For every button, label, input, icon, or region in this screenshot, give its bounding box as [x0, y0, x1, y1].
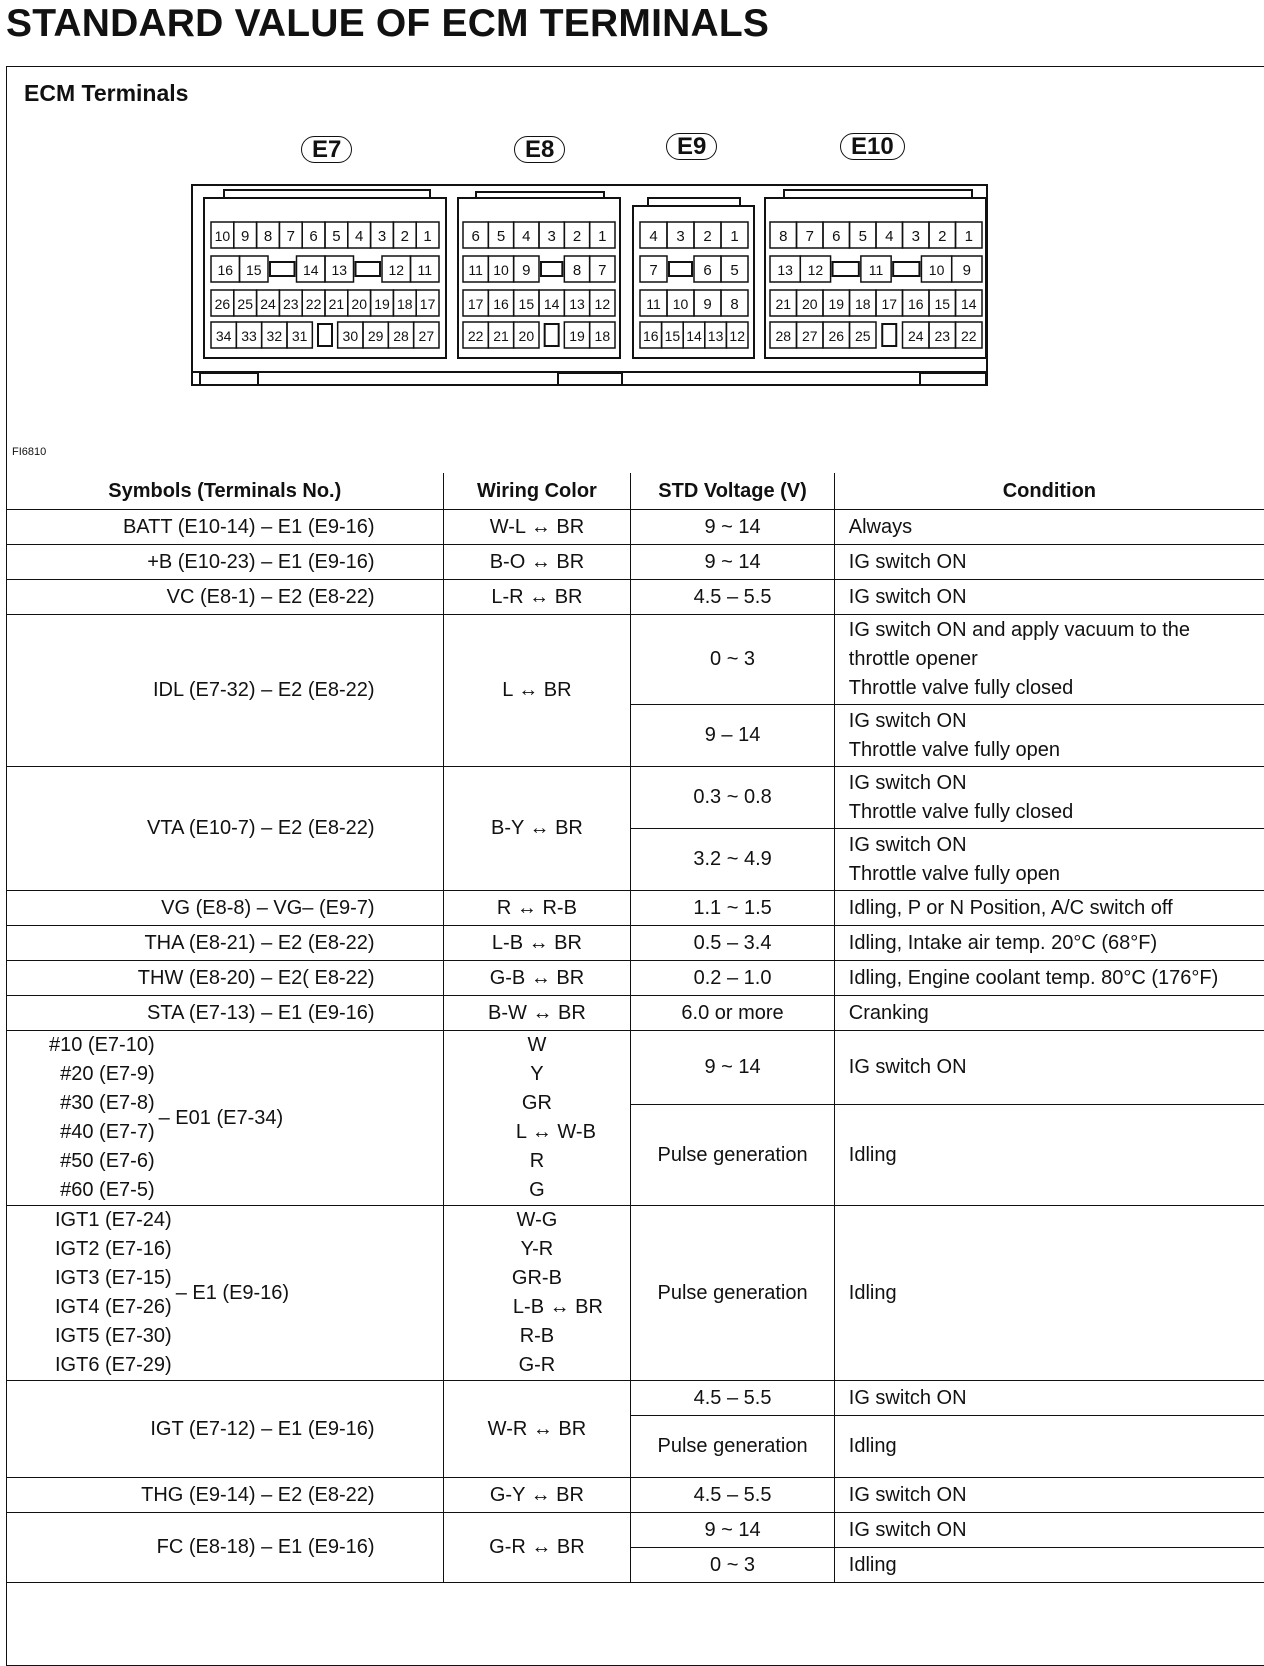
connector-pin-number: 1: [964, 228, 973, 245]
wire-color: G-R: [518, 1354, 556, 1376]
cell-voltage: 3.2 ~ 4.9: [631, 829, 834, 891]
cell-symbol: [7, 1206, 444, 1381]
cell-voltage: 4.5 – 5.5: [631, 1478, 834, 1513]
table-header-row: [7, 473, 1264, 510]
connector-pin-number: 8: [263, 228, 273, 245]
connector-pin-number: 32: [266, 328, 283, 344]
condition-line: IG switch ON: [848, 833, 967, 856]
ignition-symbol: IGT4 (E7-26): [55, 1296, 172, 1318]
connector-pin-number: 5: [332, 228, 341, 245]
cell-condition: IG switch ON: [834, 1031, 1264, 1105]
connector-pin-number: 34: [215, 328, 232, 344]
cell-voltage: 9 ~ 14: [631, 1031, 834, 1105]
connector-pin-number: 2: [400, 228, 409, 245]
injector-return-terminal: – E01 (E7-34): [158, 1106, 284, 1129]
cell-symbol: BATT (E10-14) – E1 (E9-16): [7, 510, 444, 545]
connector-pin-number: 33: [241, 328, 257, 344]
connector-pin-number: 17: [419, 296, 436, 312]
cell-symbol: THG (E9-14) – E2 (E8-22): [7, 1478, 444, 1513]
cell-symbol: IDL (E7-32) – E2 (E8-22): [7, 615, 444, 767]
connector-pin-number: 12: [388, 262, 405, 278]
condition-line: Throttle valve fully closed: [848, 800, 1074, 823]
connector-key-slot: [882, 324, 896, 346]
cell-symbol: VG (E8-8) – VG– (E9-7): [7, 891, 444, 926]
cell-wiring-color: B-W ↔ BR: [443, 996, 631, 1031]
cell-voltage: Pulse generation: [631, 1105, 834, 1206]
connector-pin-number: 7: [286, 228, 295, 245]
cell-wiring-color: L-B ↔ BR: [443, 926, 631, 961]
condition-line: Throttle valve fully closed: [848, 677, 1074, 699]
connector-pin-number: 26: [214, 296, 231, 312]
connector-pin-number: 3: [547, 228, 556, 245]
condition-line: IG switch ON: [848, 709, 967, 732]
connector-pin-number: 14: [686, 328, 702, 344]
connector-label-e8: E8: [514, 136, 565, 163]
connector-pin-number: 20: [801, 296, 818, 312]
connector-pin-number: 15: [518, 296, 535, 312]
table-row: [7, 767, 1264, 829]
connector-pin-number: 6: [703, 262, 712, 279]
connector-pin-number: 9: [241, 228, 250, 245]
connector-pin-number: 7: [649, 262, 658, 279]
connector-pin-number: 7: [805, 228, 814, 245]
ignition-symbol: IGT5 (E7-30): [55, 1325, 172, 1347]
wire-color: L-B ↔ BR: [512, 1296, 603, 1318]
cell-condition: Idling: [834, 1206, 1264, 1381]
header-condition: Condition: [834, 473, 1264, 510]
wire-color: R-B: [519, 1325, 555, 1347]
cell-wiring-color: B-O ↔ BR: [443, 545, 631, 580]
connector-pin-number: 26: [828, 328, 845, 344]
table-row: [7, 1381, 1264, 1416]
ignition-symbol: IGT1 (E7-24): [55, 1209, 172, 1231]
connector-pin-number: 14: [543, 296, 560, 312]
connector-pin-number: 7: [598, 262, 607, 279]
cell-symbol: FC (E8-18) – E1 (E9-16): [7, 1513, 444, 1583]
cell-condition: [834, 829, 1264, 891]
table-row: [7, 891, 1264, 926]
cell-voltage: 9 ~ 14: [631, 1513, 834, 1548]
connector-label-e10: E10: [840, 133, 905, 160]
cell-symbol: +B (E10-23) – E1 (E9-16): [7, 545, 444, 580]
connector-pin-number: 4: [885, 228, 894, 245]
connector-pin-number: 15: [664, 328, 681, 344]
table-row: [7, 1513, 1264, 1548]
injector-symbol: #20 (E7-9): [60, 1063, 155, 1085]
connector-key-slot: [893, 262, 919, 276]
connector-key-slot: [541, 262, 562, 276]
connector-pin-number: 9: [703, 296, 712, 313]
cell-condition: Cranking: [834, 996, 1264, 1031]
connector-pin-number: 9: [962, 262, 972, 279]
connector-pin-number: 24: [907, 328, 924, 344]
connector-pin-number: 13: [707, 328, 724, 344]
cell-wiring-color: L-R ↔ BR: [443, 580, 631, 615]
connector-pin-number: 15: [934, 296, 951, 312]
cell-wiring-color: [443, 1206, 631, 1381]
ecm-connector-diagram: [0, 0, 1264, 440]
header-wiring-color: Wiring Color: [443, 473, 631, 510]
connector-pin-number: 19: [374, 296, 390, 312]
connector-pin-number: 4: [649, 228, 658, 245]
cell-wiring-color: L ↔ BR: [443, 615, 631, 767]
connector-pin-number: 27: [801, 328, 818, 344]
connector-pin-number: 19: [569, 328, 585, 344]
connector-label-e7: E7: [301, 136, 352, 163]
connector-pin-number: 20: [518, 328, 535, 344]
connector-pin-number: 3: [377, 228, 387, 245]
cell-condition: IG switch ON: [834, 545, 1264, 580]
table-row: [7, 961, 1264, 996]
connector-pin-number: 13: [331, 262, 348, 278]
cell-condition: Idling, Engine coolant temp. 80°C (176°F): [834, 961, 1264, 996]
connector-pin-number: 30: [342, 328, 359, 344]
connector-key-slot: [356, 262, 381, 276]
section-heading: ECM Terminals: [24, 80, 189, 106]
injector-symbol: #50 (E7-6): [60, 1150, 155, 1172]
cell-symbol: STA (E7-13) – E1 (E9-16): [7, 996, 444, 1031]
connector-pin-number: 8: [779, 228, 788, 245]
connector-pin-number: 8: [572, 262, 582, 279]
cell-wiring-color: [443, 1031, 631, 1206]
connector-pin-number: 23: [934, 328, 951, 344]
cell-condition: IG switch ON: [834, 1513, 1264, 1548]
connector-pin-number: 16: [907, 296, 924, 312]
connector-key-slot: [669, 262, 692, 276]
connector-key-slot: [833, 262, 859, 276]
table-row: [7, 996, 1264, 1031]
wire-color: Y: [530, 1063, 544, 1085]
cell-wiring-color: G-Y ↔ BR: [443, 1478, 631, 1513]
cell-voltage: 0 ~ 3: [631, 1548, 834, 1583]
connector-pin-number: 23: [283, 296, 299, 312]
connector-pin-number: 5: [496, 228, 506, 245]
page-title: STANDARD VALUE OF ECM TERMINALS: [6, 2, 770, 45]
cell-voltage: 4.5 – 5.5: [631, 1381, 834, 1416]
cell-condition: Idling: [834, 1548, 1264, 1583]
table-row: [7, 545, 1264, 580]
cell-condition: [834, 767, 1264, 829]
connector-pin-number: 18: [594, 328, 611, 344]
cell-wiring-color: G-B ↔ BR: [443, 961, 631, 996]
cell-wiring-color: B-Y ↔ BR: [443, 767, 631, 891]
cell-symbol: VTA (E10-7) – E2 (E8-22): [7, 767, 444, 891]
ignition-symbol: IGT3 (E7-15): [55, 1267, 172, 1289]
connector-pin-number: 13: [777, 262, 793, 278]
connector-pin-number: 19: [828, 296, 845, 312]
wire-color: R: [529, 1150, 545, 1172]
connector-pin-number: 12: [807, 262, 824, 278]
connector-pin-number: 11: [468, 262, 483, 278]
connector-pin-number: 27: [418, 328, 435, 344]
wire-color: GR-B: [511, 1267, 562, 1289]
table-row: [7, 510, 1264, 545]
connector-pin-number: 5: [730, 262, 739, 279]
connector-pin-number: 10: [928, 262, 945, 278]
connector-key-slot: [318, 324, 332, 346]
connector-pin-number: 24: [260, 296, 276, 312]
cell-voltage: 9 – 14: [631, 705, 834, 767]
ignition-symbol: IGT2 (E7-16): [55, 1238, 172, 1260]
ignition-symbol: IGT6 (E7-29): [55, 1354, 172, 1376]
cell-condition: Idling, Intake air temp. 20°C (68°F): [834, 926, 1264, 961]
cell-condition: [834, 615, 1264, 705]
connector-key-slot: [270, 262, 295, 276]
cell-voltage: Pulse generation: [631, 1206, 834, 1381]
connector-pin-number: 11: [417, 262, 433, 278]
ignition-return-terminal: – E1 (E9-16): [175, 1281, 290, 1304]
connector-pin-number: 10: [493, 262, 509, 278]
cell-symbol: IGT (E7-12) – E1 (E9-16): [7, 1381, 444, 1478]
connector-pin-number: 4: [522, 228, 531, 245]
cell-voltage: Pulse generation: [631, 1416, 834, 1478]
connector-pin-number: 6: [471, 228, 480, 245]
connector-pin-number: 10: [214, 228, 231, 244]
connector-pin-number: 6: [309, 228, 318, 245]
cell-wiring-color: G-R ↔ BR: [443, 1513, 631, 1583]
table-row: [7, 1478, 1264, 1513]
connector-pin-number: 2: [703, 228, 712, 245]
connector-pin-number: 18: [397, 296, 413, 312]
connector-pin-number: 21: [775, 296, 792, 312]
cell-condition: [834, 705, 1264, 767]
connector-pin-number: 25: [854, 328, 871, 344]
wire-color: GR: [521, 1092, 552, 1114]
cell-voltage: 0.5 – 3.4: [631, 926, 834, 961]
injector-symbol: #60 (E7-5): [60, 1179, 155, 1201]
connector-pin-number: 6: [832, 228, 841, 245]
cell-condition: Idling: [834, 1105, 1264, 1206]
connector-pin-number: 17: [467, 296, 484, 312]
connector-pin-number: 14: [302, 262, 319, 278]
table-row: [7, 580, 1264, 615]
injector-symbol: #10 (E7-10): [49, 1034, 155, 1056]
connector-pin-number: 1: [598, 228, 607, 245]
connector-pin-number: 18: [854, 296, 871, 312]
cell-voltage: 6.0 or more: [631, 996, 834, 1031]
cell-voltage: 0.3 ~ 0.8: [631, 767, 834, 829]
connector-pin-number: 12: [729, 328, 745, 344]
cell-voltage: 0.2 – 1.0: [631, 961, 834, 996]
condition-line: IG switch ON and apply vacuum to the: [848, 619, 1191, 641]
connector-pin-number: 1: [730, 228, 739, 245]
condition-line: Throttle valve fully open: [848, 862, 1060, 885]
connector-pin-number: 16: [643, 328, 659, 344]
connector-pin-number: 16: [217, 262, 234, 278]
wire-color: G: [529, 1179, 545, 1201]
cell-condition: IG switch ON: [834, 580, 1264, 615]
cell-voltage: 9 ~ 14: [631, 545, 834, 580]
connector-pin-number: 31: [291, 328, 308, 344]
connector-pin-number: 8: [730, 296, 739, 313]
cell-voltage: 0 ~ 3: [631, 615, 834, 705]
condition-line: IG switch ON: [848, 771, 967, 794]
table-row: [7, 615, 1264, 705]
connector-pin-number: 11: [646, 296, 661, 312]
cell-condition: IG switch ON: [834, 1381, 1264, 1416]
table-row: [7, 926, 1264, 961]
wire-color: L ↔ W-B: [515, 1121, 596, 1143]
cell-symbol: VC (E8-1) – E2 (E8-22): [7, 580, 444, 615]
connector-pin-number: 16: [493, 296, 509, 312]
header-std-voltage: STD Voltage (V): [631, 473, 834, 510]
cell-symbol: THW (E8-20) – E2( E8-22): [7, 961, 444, 996]
connector-pin-number: 3: [911, 228, 920, 245]
table-row: [7, 1206, 1264, 1381]
header-symbols: Symbols (Terminals No.): [7, 473, 444, 510]
injector-symbol: #30 (E7-8): [60, 1092, 155, 1114]
wire-color: Y-R: [520, 1238, 554, 1260]
cell-condition: IG switch ON: [834, 1478, 1264, 1513]
connector-pin-number: 1: [423, 228, 432, 245]
cell-voltage: 4.5 – 5.5: [631, 580, 834, 615]
injector-symbol: #40 (E7-7): [60, 1121, 155, 1143]
connector-pin-number: 2: [572, 228, 582, 245]
cell-symbol: [7, 1031, 444, 1206]
connector-pin-number: 17: [881, 296, 898, 312]
connector-pin-number: 11: [868, 262, 884, 278]
connector-pin-number: 3: [676, 228, 685, 245]
cell-voltage: 1.1 ~ 1.5: [631, 891, 834, 926]
cell-symbol: THA (E8-21) – E2 (E8-22): [7, 926, 444, 961]
condition-line: Throttle valve fully open: [848, 738, 1060, 761]
connector-pin-number: 4: [355, 228, 364, 245]
connector-label-e9: E9: [666, 133, 717, 160]
ecm-terminal-table: [6, 473, 1264, 1583]
figure-code: FI6810: [12, 446, 47, 458]
connector-pin-number: 21: [328, 296, 345, 312]
cell-condition: Idling: [834, 1416, 1264, 1478]
cell-wiring-color: R ↔ R-B: [443, 891, 631, 926]
connector-pin-number: 20: [351, 296, 367, 312]
wire-color: W-G: [516, 1209, 558, 1231]
connector-pin-number: 29: [367, 328, 384, 344]
connector-pin-number: 2: [938, 228, 947, 245]
connector-pin-number: 14: [960, 296, 977, 312]
cell-wiring-color: W-L ↔ BR: [443, 510, 631, 545]
connector-pin-number: 28: [393, 328, 409, 344]
connector-pin-number: 12: [594, 296, 611, 312]
connector-pin-number: 5: [858, 228, 867, 245]
cell-voltage: 9 ~ 14: [631, 510, 834, 545]
condition-line: throttle opener: [848, 648, 978, 670]
connector-pin-number: 25: [237, 296, 253, 312]
connector-pin-number: 22: [305, 296, 322, 312]
connector-pin-number: 22: [960, 328, 977, 344]
wire-color: W: [527, 1034, 547, 1056]
connector-pin-number: 9: [522, 262, 531, 279]
connector-key-slot: [545, 324, 559, 346]
connector-pin-number: 10: [672, 296, 689, 312]
connector-pin-number: 15: [245, 262, 262, 278]
connector-pin-number: 21: [493, 328, 509, 344]
cell-condition: Idling, P or N Position, A/C switch off: [834, 891, 1264, 926]
connector-pin-number: 22: [467, 328, 484, 344]
connector-pin-number: 28: [775, 328, 792, 344]
connector-pin-number: 13: [569, 296, 585, 312]
table-row: [7, 1031, 1264, 1105]
cell-condition: Always: [834, 510, 1264, 545]
cell-wiring-color: W-R ↔ BR: [443, 1381, 631, 1478]
